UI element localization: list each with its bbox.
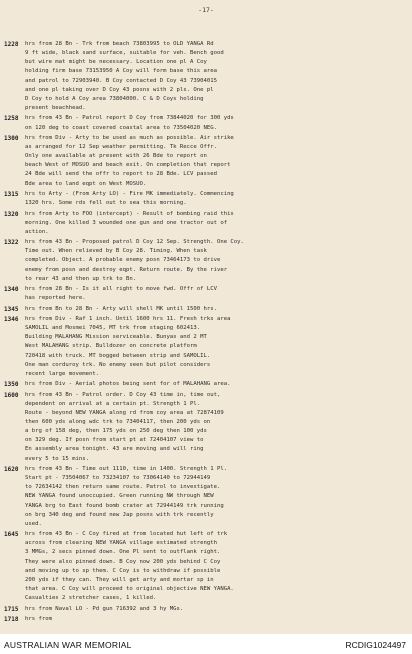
entry-text-line: Route - beyond NEW YANGA along rd from coy area at 72874109 xyxy=(25,409,224,416)
entry-time: 1322 xyxy=(4,239,19,247)
entry-text-line: every 5 to 15 mins. xyxy=(25,455,89,462)
entry-text-line: used. xyxy=(25,520,42,527)
entry-text-line: completed. Object. A probable enemy posn 73464173 to drive xyxy=(25,257,221,264)
entry-text-line: Only one available at present with 26 Bde to report on xyxy=(25,153,207,160)
archive-reference: RCDIG1024497 xyxy=(345,640,406,650)
entry-text-line: 3 MMGs, 2 secs pinned down. One Pl sent to outflank right. xyxy=(25,549,221,556)
entry-time: 1320 xyxy=(4,210,19,218)
entry-text-line: hrs from xyxy=(25,615,52,622)
entry-text-line: holding firm base 73153950 A Coy will form base this area xyxy=(25,68,217,75)
entry-text-line: and one pl taking over D Coy 43 posns with 2 pls. One pl xyxy=(25,86,214,93)
entry-text-line: hrs from 43 Bn - Proposed patrol D Coy 12 Sep. Strength. One Coy. xyxy=(25,239,244,246)
entry-text-line: En assembly area tonight. 43 are moving and will ring xyxy=(25,446,204,453)
entry-time: 1340 xyxy=(4,286,19,294)
entry-text-line: across from clearing NEW YANGA village estimated strength xyxy=(25,540,217,547)
entry-text-line: action. xyxy=(25,228,49,235)
entry-text-line: beach West of MOSUO and beach exit. On completion that report xyxy=(25,162,231,169)
entry-text-line: and patrol to 72903940. B Coy contacted D Coy 43 73904015 xyxy=(25,77,217,84)
entry-time: 1300 xyxy=(4,134,19,142)
entry-text-line: present beachhead. xyxy=(25,105,86,112)
entry-text-line: Start pt - 73504067 to 73234107 to 73064140 to 72944149 xyxy=(25,475,211,482)
entry-text-line: 24 Bde will send the offr to report to 28 Bde. LCV passed xyxy=(25,171,217,178)
entry-text-line: to rear 43 and then up trk to Bn. xyxy=(25,275,137,282)
entry-text-line: hrs from Div - Aerial photos being sent for of MALAHANG area. xyxy=(25,381,231,388)
entry-text-line: hrs from 28 Bn - Is it all right to move fwd. Offr of LCV xyxy=(25,286,217,293)
entry-text-line: dependent on arrival at a certain pt. Strength 1 Pl. xyxy=(25,400,201,407)
entry-text-line: hrs from Arty to FOO (intercept) - Result of bombing raid this xyxy=(25,210,234,217)
entry-text-line: on 329 deg. If posn from start pt at 72404107 view to xyxy=(25,437,204,444)
entry-time: 1715 xyxy=(4,605,19,613)
entry-time: 1718 xyxy=(4,615,19,623)
entry-text-line: Casualties 2 stretcher cases, 1 killed. xyxy=(25,595,157,602)
entry-text-line: on 120 deg to coast covered coastal area to 73504020 NEG. xyxy=(25,124,217,131)
entry-text-line: enemy from posn and destroy eqpt. Return route. By the river xyxy=(25,266,228,273)
entry-text-line: 720418 with truck. MT bogged between strip and SAMOLIL. xyxy=(25,352,211,359)
entry-text-line: on brg 340 deg and found new Jap posns with trk recently xyxy=(25,511,214,518)
entry-time: 1350 xyxy=(4,381,19,389)
entry-time: 1645 xyxy=(4,531,19,539)
page-number: -17- xyxy=(198,6,214,14)
entry-text-line: hrs from 43 Bn - C Coy fired at from located hut left of trk xyxy=(25,531,228,538)
entry-time: 1345 xyxy=(4,305,19,313)
entry-text-line: hrs from Bn to 28 Bn - Arty will shell MK until 1500 hrs. xyxy=(25,305,217,312)
archive-footer xyxy=(0,636,412,654)
entry-text-line: hrs to Arty - (From Arty LO) - Fire MK immediately. Commencing xyxy=(25,191,234,197)
entry-text-line: but wire mat might be necessary. Location one pl A Coy xyxy=(25,59,207,66)
entry-text-line: West MALAHANG strip. Bulldozer on concrete platform xyxy=(25,343,197,350)
entry-text-line: morning. One killed 3 wounded one gun and one tractor out of xyxy=(25,219,228,226)
entry-text-line: 200 yds if they can. They will get arty and mortar sp in xyxy=(25,576,214,583)
entry-text-line: a brg of 158 deg, then 175 yds on 250 deg then 100 yds xyxy=(25,428,207,435)
archive-name: AUSTRALIAN WAR MEMORIAL xyxy=(4,640,132,650)
entry-text-line: hrs from Div - Arty to be used as much as possible. Air strike xyxy=(25,134,234,141)
entry-time: 1228 xyxy=(4,41,19,48)
entry-text-line: 9 ft wide, black sand surface, suitable for veh. Bench good xyxy=(25,50,224,57)
entry-text-line: NEW YANGA found unoccupied. Green running NW through NEW xyxy=(25,493,214,500)
entry-text-line: then 600 yds along wdc trk to 73404117, then 200 yds on xyxy=(25,418,211,425)
entry-text-line: hrs from 43 Bn - Patrol report D Coy from 73844020 for 300 yds xyxy=(25,115,234,122)
entry-time: 1258 xyxy=(4,115,19,123)
entry-time: 1620 xyxy=(4,465,19,473)
entry-text-line: recent large movement. xyxy=(25,370,100,377)
entry-time: 1600 xyxy=(4,391,19,399)
entry-text-line: hrs from Div - Raf 1 inch. Until 1600 hrs 11. Fresh trks area xyxy=(25,315,231,322)
entry-text-line: and moving up to sp them. C Coy is to withdraw if possible xyxy=(25,567,221,574)
entry-text-line: One man corduroy trk. No enemy seen but pilot considers xyxy=(25,361,211,368)
entry-text-line: SAMOLIL and Mosmei 7045, MT trk from staging 602413. xyxy=(25,325,201,332)
entry-text-line: to 72634142 then return same route. Patrol to investigate. xyxy=(25,484,221,491)
entry-text-line: that area. C Coy will proceed to original objective NEW YANGA. xyxy=(25,586,234,593)
entry-text-line: as arranged for 12 Sep weather permitting. Tk Recce Offr. xyxy=(25,144,217,151)
entry-text-line: YANGA brg to East found bomb crater at 72944149 trk running xyxy=(25,502,224,509)
entry-text-line: hrs from 28 Bn - Trk from beach 73803995 to OLD YANGA Rd xyxy=(25,41,214,47)
entry-text-line: has reported here. xyxy=(25,295,86,302)
entry-text-line: Time out. When relieved by B Coy 28. Timing. When task xyxy=(25,248,207,255)
entry-time: 1346 xyxy=(4,315,19,323)
entry-text-line: hrs from Naval LO - Pd gun 716392 and 3 hy MGs. xyxy=(25,605,184,612)
entry-text-line: They were also pinned down. B Coy now 200 yds behind C Coy xyxy=(25,558,221,565)
entry-text-line: 1320 hrs. Some rds fell out to sea this morning. xyxy=(25,200,187,207)
entry-text-line: Building MALAHANG Mission serviceable. Bunyas and 2 MT xyxy=(25,334,207,341)
entry-text-line: hrs from 43 Bn - Patrol order. D Coy 43 time in, time out, xyxy=(25,391,221,398)
entry-text-line: D Coy to hold A Coy area 73804000. C & D Coys holding xyxy=(25,95,204,102)
entry-text-line: hrs from 43 Bn - Time out 1110, time in 1400. Strength 1 Pl. xyxy=(25,465,228,472)
entry-text-line: Bde area to land eqpt on West MOSUO. xyxy=(25,180,147,187)
entry-time: 1315 xyxy=(4,191,19,198)
